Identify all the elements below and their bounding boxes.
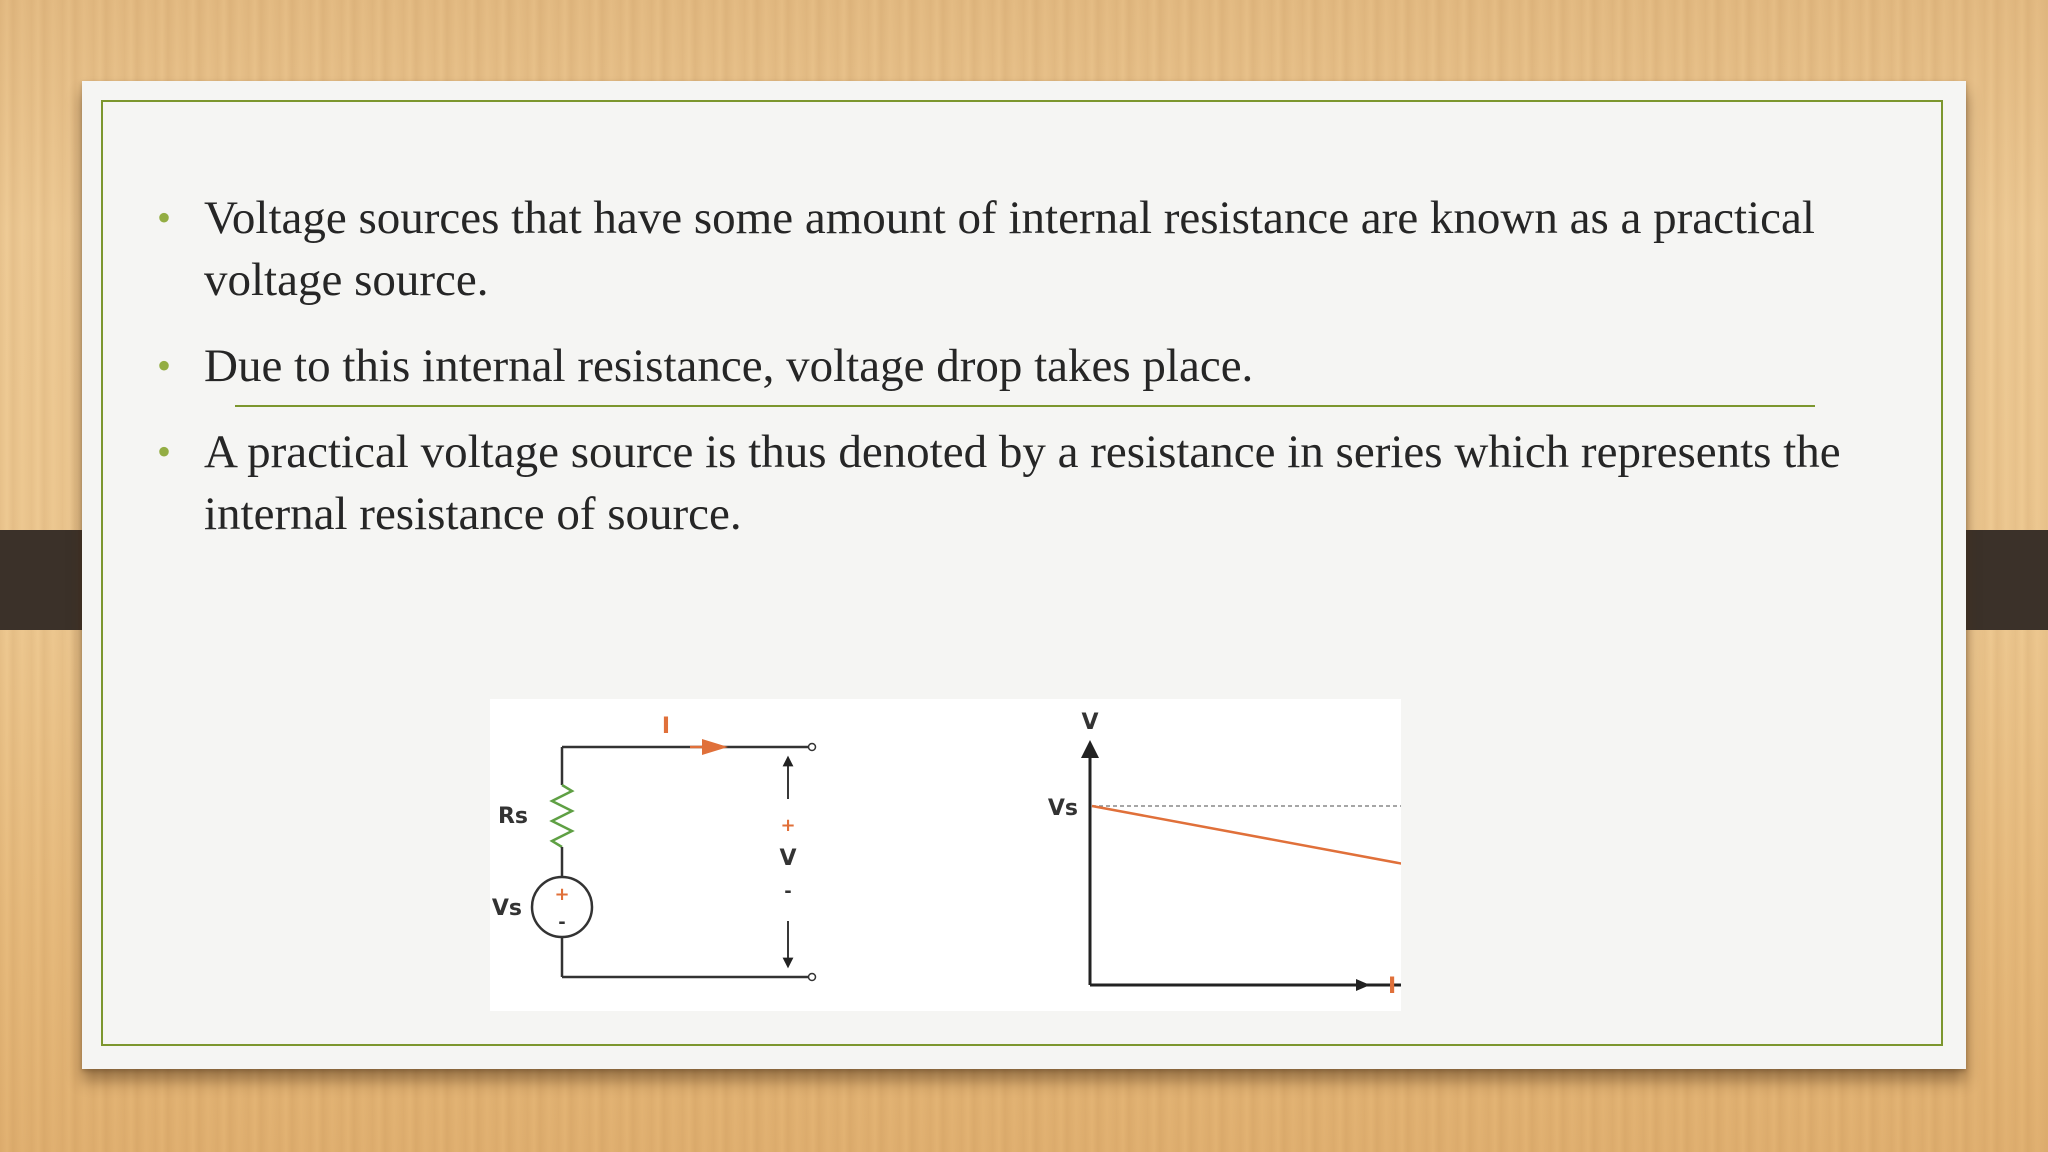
output-plus-sign: + — [780, 815, 796, 836]
bullet-list — [157, 187, 1964, 569]
output-minus-sign: - — [784, 881, 792, 902]
bullet-text-3: A practical voltage source is thus denoted by a resistance in series which represents the internal resistance of source. — [204, 426, 1841, 540]
resistor-zigzag — [552, 785, 572, 847]
x-axis-arrowhead — [1356, 979, 1370, 991]
bullet-dot: • — [157, 429, 172, 474]
x-axis-label: I — [1388, 974, 1397, 999]
terminal-top — [809, 744, 816, 751]
y-axis-label: V — [1081, 710, 1099, 735]
bullet-text-2: Due to this internal resistance, voltage drop takes place. — [204, 340, 1254, 392]
output-voltage-label: V — [779, 846, 797, 871]
practical-voltage-source-figure — [490, 699, 1401, 1011]
bullet-item-1 — [157, 187, 1964, 311]
terminal-bottom — [809, 974, 816, 981]
circuit-diagram — [492, 714, 816, 981]
figure-svg — [490, 699, 1401, 1011]
current-label: I — [661, 714, 671, 739]
terminal-voltage-line — [1092, 806, 1401, 870]
source-label: Vs — [491, 896, 522, 921]
bullet-item-2 — [157, 335, 1964, 397]
vs-label: Vs — [1047, 796, 1078, 821]
vi-graph — [1048, 710, 1401, 999]
resistor-label: Rs — [497, 804, 528, 829]
bullet-text-1: Voltage sources that have some amount of internal resistance are known as a practical voltage source. — [204, 192, 1815, 306]
bullet-dot: • — [157, 343, 172, 388]
divider-line — [235, 405, 1815, 407]
bullet-item-3 — [157, 421, 1964, 545]
source-minus-sign: - — [558, 912, 566, 933]
slide-paper — [82, 81, 1966, 1069]
source-plus-sign: + — [554, 884, 570, 905]
bullet-dot: • — [157, 195, 172, 240]
